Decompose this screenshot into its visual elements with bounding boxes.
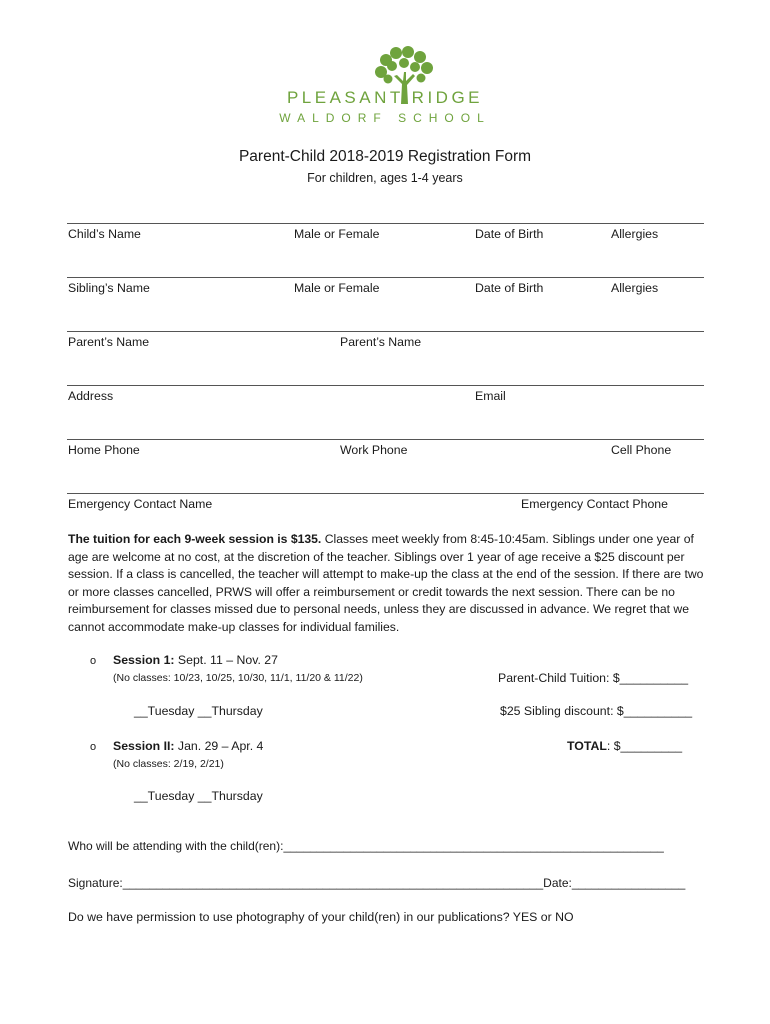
session1-heading (113, 653, 278, 667)
session1-bullet: o (90, 655, 97, 667)
signature-date-field[interactable]: Signature:_______________________________________________________________Date:_________________ (68, 876, 686, 890)
sibling-gender-choice[interactable]: Male or Female (294, 281, 380, 295)
total-blank: : $_________ (606, 739, 683, 753)
logo-text-line2: WALDORF SCHOOL (279, 111, 491, 125)
session2-bullet: o (90, 741, 97, 753)
work-phone-field[interactable]: Work Phone (340, 443, 408, 457)
form-subtitle: For children, ages 1-4 years (307, 171, 463, 185)
divider (67, 223, 704, 224)
divider (67, 331, 704, 332)
sibling-dob-field[interactable]: Date of Birth (475, 281, 544, 295)
tuition-paragraph (68, 531, 708, 637)
child-gender-choice[interactable]: Male or Female (294, 227, 380, 241)
attending-field[interactable]: Who will be attending with the child(ren):_________________________________________________________ (68, 839, 664, 853)
divider (67, 493, 704, 494)
session2-heading (113, 739, 263, 753)
sibling-allergies-field[interactable]: Allergies (611, 281, 659, 295)
child-dob-field[interactable]: Date of Birth (475, 227, 544, 241)
session2-dates: Jan. 29 – Apr. 4 (174, 739, 264, 753)
session1-label: Session 1: (113, 653, 175, 667)
email-field[interactable]: Email (475, 389, 506, 403)
logo-text-line1: PLEASANT RIDGE (286, 88, 484, 107)
divider (67, 439, 704, 440)
tuition-details-text: Classes meet weekly from 8:45-10:45am. Siblings under one year of age are welcome at no cost, at the discretion of the teacher. Siblings over 1 year of age receive a $25 discount per session. If a class is cancelled, the teacher will attempt to make-up the class at the end of the session. If there are two or more classes cancelled, PRWS will offer a reimbursement or credit towards the next session. There can be no reimbursement for classes missed due to personal needs, unless they are discussed in advance. We regret that we cannot accommodate make-up classes for individual families. (68, 532, 704, 634)
session1-day-choice[interactable]: __Tuesday __Thursday (134, 704, 263, 718)
home-phone-field[interactable]: Home Phone (68, 443, 140, 457)
photo-permission-question[interactable]: Do we have permission to use photography of your child(ren) in our publications? YES or NO (68, 910, 574, 924)
form-title: Parent-Child 2018-2019 Registration Form (238, 148, 532, 165)
session2-no-classes: (No classes: 2/19, 2/21) (113, 758, 224, 770)
cell-phone-field[interactable]: Cell Phone (611, 443, 672, 457)
address-field[interactable]: Address (68, 389, 114, 403)
parent-name-field-2[interactable]: Parent’s Name (340, 335, 422, 349)
emergency-contact-phone-field[interactable]: Emergency Contact Phone (521, 497, 668, 511)
total-label: TOTAL (567, 739, 607, 753)
child-allergies-field[interactable]: Allergies (611, 227, 659, 241)
divider (67, 277, 704, 278)
divider (67, 385, 704, 386)
siblings-name-field[interactable]: Sibling’s Name (68, 281, 150, 295)
sibling-discount-field[interactable]: $25 Sibling discount: $__________ (500, 704, 693, 718)
parent-name-field-1[interactable]: Parent’s Name (68, 335, 150, 349)
session1-dates: Sept. 11 – Nov. 27 (174, 653, 278, 667)
session2-day-choice[interactable]: __Tuesday __Thursday (134, 789, 263, 803)
parent-child-tuition-field[interactable]: Parent-Child Tuition: $__________ (498, 671, 689, 685)
childs-name-field[interactable]: Child’s Name (68, 227, 141, 241)
tuition-bold-text: The tuition for each 9-week session is $135. (68, 532, 322, 546)
emergency-contact-name-field[interactable]: Emergency Contact Name (68, 497, 213, 511)
total-field[interactable] (567, 739, 682, 753)
session1-no-classes: (No classes: 10/23, 10/25, 10/30, 11/1, 11/20 & 11/22) (113, 672, 363, 684)
session2-label: Session II: (113, 739, 175, 753)
